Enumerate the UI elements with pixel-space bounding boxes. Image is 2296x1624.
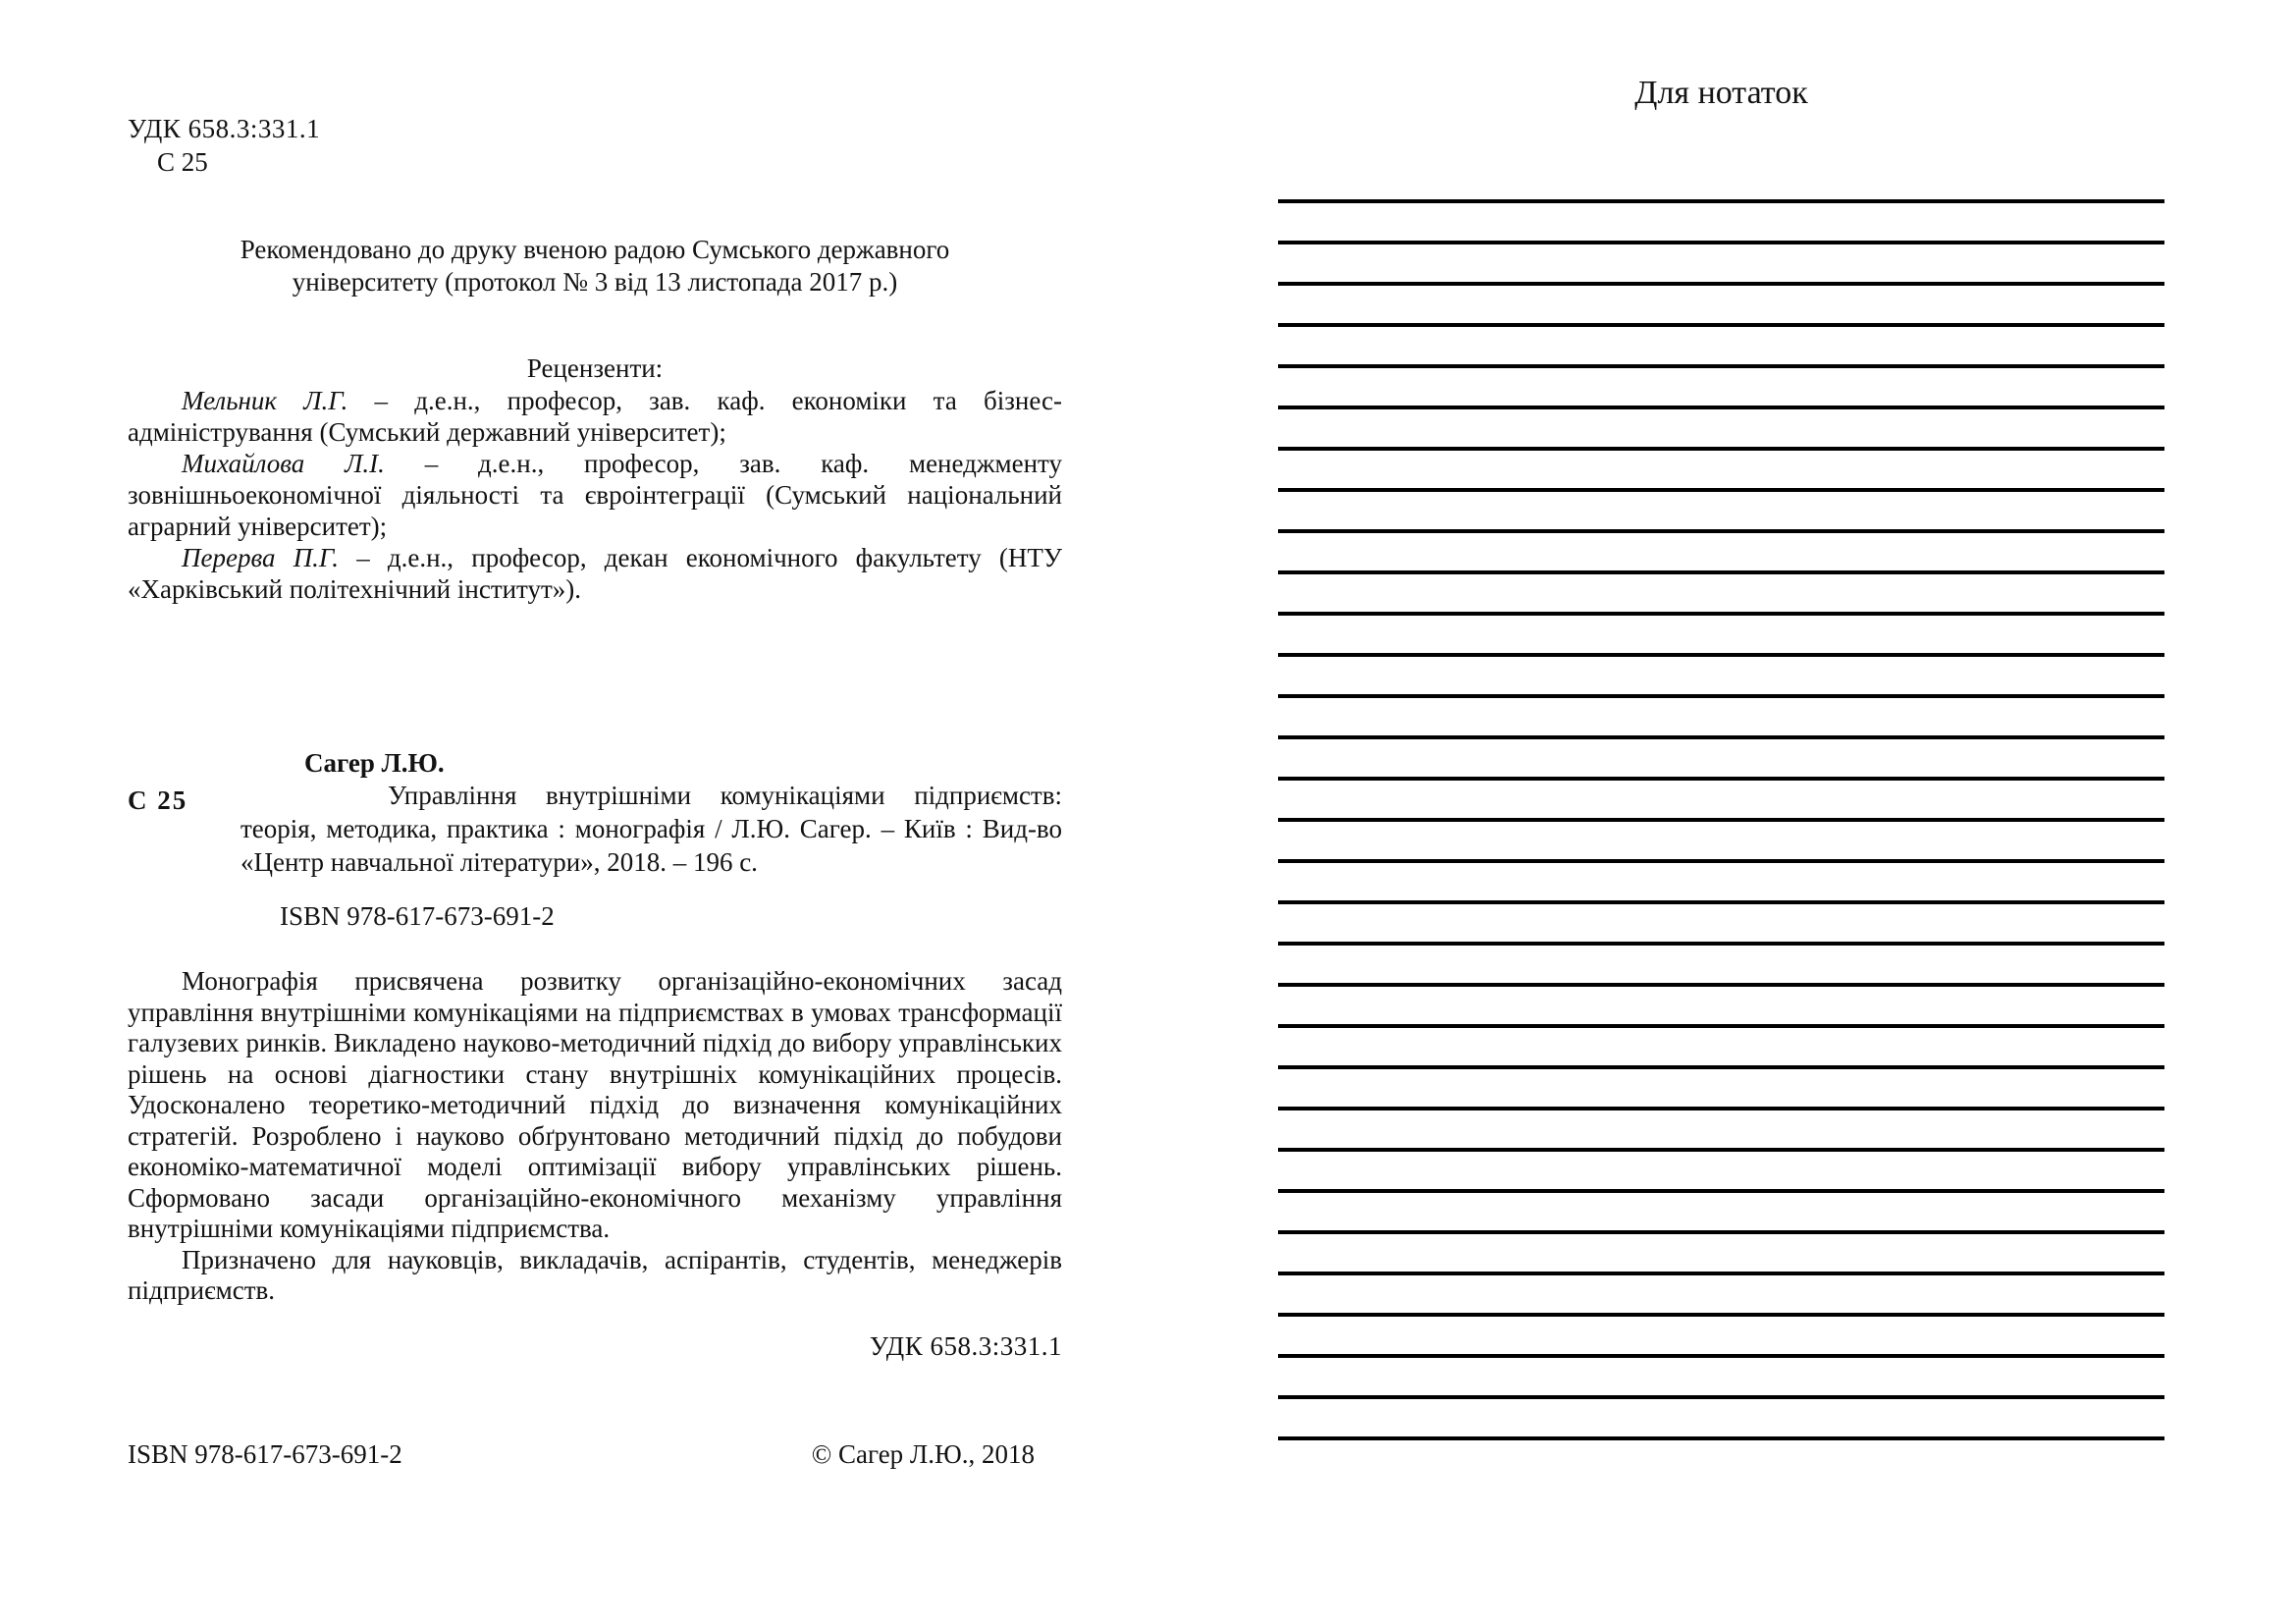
annotation-block bbox=[128, 966, 1062, 1307]
audience-paragraph: Призначено для науковців, викладачів, аспірантів, студентів, менеджерів підприємств. bbox=[128, 1244, 1062, 1305]
reviewer-entry bbox=[128, 542, 1062, 605]
note-line bbox=[1278, 818, 2164, 822]
note-line bbox=[1278, 364, 2164, 368]
note-line bbox=[1278, 447, 2164, 451]
note-line bbox=[1278, 612, 2164, 616]
classification-code-catalog: С 25 bbox=[128, 785, 188, 815]
note-line bbox=[1278, 323, 2164, 327]
note-line bbox=[1278, 1065, 2164, 1069]
note-line bbox=[1278, 694, 2164, 698]
note-line bbox=[1278, 1148, 2164, 1152]
note-line bbox=[1278, 653, 2164, 657]
classification-code-top: С 25 bbox=[157, 147, 208, 177]
note-line bbox=[1278, 241, 2164, 244]
note-line bbox=[1278, 570, 2164, 574]
note-lines bbox=[1278, 199, 2164, 1478]
isbn-catalog: ISBN 978-617-673-691-2 bbox=[280, 901, 555, 931]
note-line bbox=[1278, 983, 2164, 987]
imprint-footer bbox=[128, 1439, 1062, 1470]
note-line bbox=[1278, 900, 2164, 904]
recommendation-note: Рекомендовано до друку вченою радою Сумського державного університету (протокол № 3 від 13 листопада 2017 р.) bbox=[240, 235, 950, 297]
isbn-footer: ISBN 978-617-673-691-2 bbox=[128, 1439, 402, 1469]
udk-code-bottom: УДК 658.3:331.1 bbox=[869, 1331, 1062, 1361]
note-line bbox=[1278, 1313, 2164, 1317]
reviewer-entry bbox=[128, 448, 1062, 542]
annotation-paragraph: Монографія присвячена розвитку організаційно-економічних засад управління внутрішніми комунікаціями на підприємствах в умовах трансформації галузевих ринків. Викладено науково-методичний підхід до вибору управлінських рішень на основі діагностики стану внутрішніх комунікаційних процесів. Удосконалено теоретико-методичний підхід до визначення комунікаційних стратегій. Розроблено і науково обґрунтовано методичний підхід до побудови економіко-математичної моделі оптимізації вибору управлінських рішень. Сформовано засади організаційно-економічного механізму управління внутрішніми комунікаціями підприємства. bbox=[128, 966, 1062, 1243]
notes-page-title: Для нотаток bbox=[1634, 75, 1808, 111]
reviewer-description: – д.е.н., професор, декан економічного факультету (НТУ «Харківський політехнічний інститут»). bbox=[128, 543, 1062, 604]
note-line bbox=[1278, 1354, 2164, 1358]
note-line bbox=[1278, 777, 2164, 781]
catalog-title: Управління внутрішніми комунікаціями підприємств: теорія, методика, практика : монографія / Л.Ю. Сагер. – Київ : Вид-во «Центр навчальної літератури», 2018. – 196 с. bbox=[240, 781, 1062, 877]
reviewers-list bbox=[128, 385, 1062, 605]
note-line bbox=[1278, 1024, 2164, 1028]
note-line bbox=[1278, 1272, 2164, 1275]
copyright-notice: © Сагер Л.Ю., 2018 bbox=[811, 1439, 1035, 1469]
reviewer-name: Михайлова Л.І. bbox=[182, 449, 385, 478]
reviewer-description: – д.е.н., професор, зав. каф. економіки та бізнес-адміністрування (Сумський державний університет); bbox=[128, 386, 1062, 447]
reviewer-name: Перерва П.Г. bbox=[182, 543, 340, 572]
note-line bbox=[1278, 735, 2164, 739]
note-line bbox=[1278, 1395, 2164, 1399]
note-line bbox=[1278, 1107, 2164, 1110]
catalog-record bbox=[240, 748, 1062, 879]
note-line bbox=[1278, 1436, 2164, 1440]
note-line bbox=[1278, 942, 2164, 946]
note-line bbox=[1278, 1230, 2164, 1234]
reviewer-entry bbox=[128, 385, 1062, 448]
note-line bbox=[1278, 1189, 2164, 1193]
note-line bbox=[1278, 859, 2164, 863]
note-line bbox=[1278, 488, 2164, 492]
reviewer-name: Мельник Л.Г. bbox=[182, 386, 348, 415]
note-line bbox=[1278, 529, 2164, 533]
author-name: Сагер Л.Ю. bbox=[304, 748, 445, 778]
udk-code-top: УДК 658.3:331.1 bbox=[128, 114, 321, 143]
reviewer-description: – д.е.н., професор, зав. каф. менеджменту зовнішньоекономічної діяльності та євроінтеграції (Сумський національний аграрний університет); bbox=[128, 449, 1062, 541]
note-line bbox=[1278, 282, 2164, 286]
note-line bbox=[1278, 406, 2164, 409]
note-line bbox=[1278, 199, 2164, 203]
reviewers-heading: Рецензенти: bbox=[526, 353, 664, 383]
